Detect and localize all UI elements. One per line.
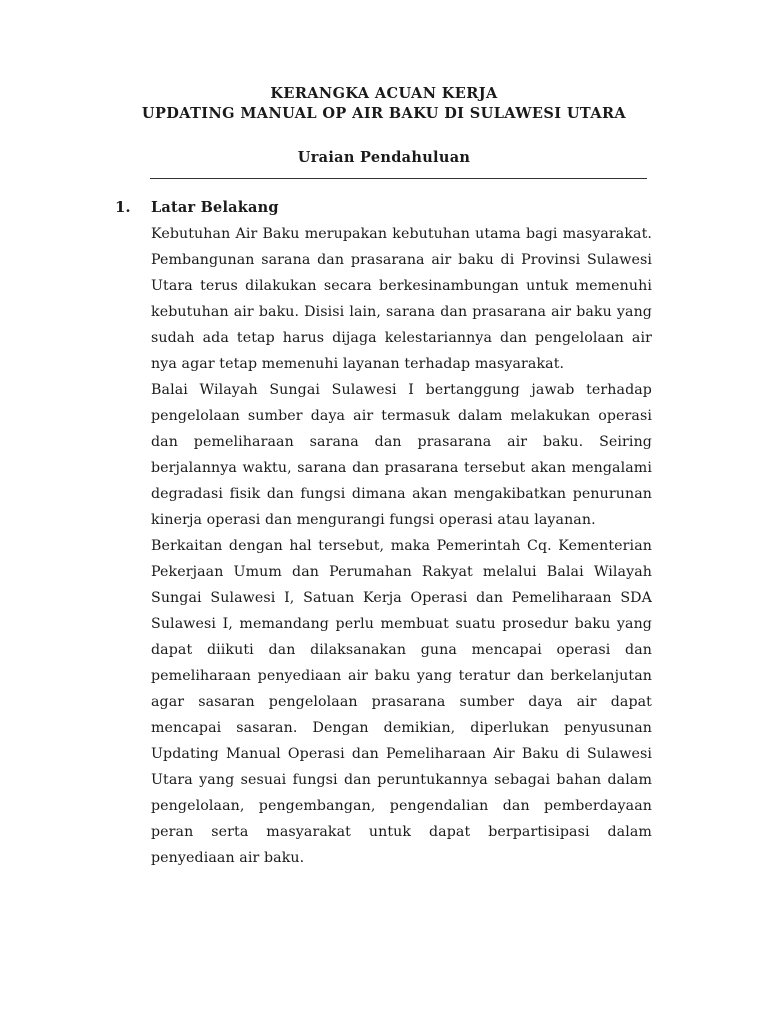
paragraph-1: Kebutuhan Air Baku merupakan kebutuhan utama bagi masyarakat. Pembangunan sarana dan prasarana air baku di Provinsi Sulawesi Utara terus dilakukan secara berkesinambungan untuk memenuhi kebutuhan air baku. Disisi lain, sarana dan prasarana air baku yang sudah ada tetap harus dijaga kelestariannya dan pengelolaan air nya agar tetap memenuhi layanan terhadap masyarakat. — [151, 226, 652, 372]
document-title: KERANGKA ACUAN KERJA — [270, 85, 498, 102]
paragraph-3: Berkaitan dengan hal tersebut, maka Pemerintah Cq. Kementerian Pekerjaan Umum dan Perumahan Rakyat melalui Balai Wilayah Sungai Sulawesi I, Satuan Kerja Operasi dan Pemeliharaan SDA Sulawesi I, memandang perlu membuat suatu prosedur baku yang dapat diikuti dan dilaksanakan guna mencapai operasi dan pemeliharaan penyediaan air baku yang teratur dan berkelanjutan agar sasaran pengelolaan prasarana sumber daya air dapat mencapai sasaran. Dengan demikian, diperlukan penyusunan Updating Manual Operasi dan Pemeliharaan Air Baku di Sulawesi Utara yang sesuai fungsi dan peruntukannya sebagai bahan dalam pengelolaan, pengembangan, pengendalian dan pemberdayaan peran serta masyarakat untuk dapat berpartisipasi dalam penyediaan air baku. — [151, 538, 652, 866]
horizontal-divider — [150, 178, 647, 179]
paragraph-2: Balai Wilayah Sungai Sulawesi I bertanggung jawab terhadap pengelolaan sumber daya air termasuk dalam melakukan operasi dan pemeliharaan sarana dan prasarana air baku. Seiring berjalannya waktu, sarana dan prasarana tersebut akan mengalami degradasi fisik dan fungsi dimana akan mengakibatkan penurunan kinerja operasi dan mengurangi fungsi operasi atau layanan. — [151, 382, 652, 528]
section-heading: Uraian Pendahuluan — [297, 149, 471, 166]
section-number: 1. — [115, 198, 131, 216]
section-title: Latar Belakang — [151, 199, 279, 216]
document-subtitle: UPDATING MANUAL OP AIR BAKU DI SULAWESI UTARA — [141, 105, 627, 122]
section-body — [151, 221, 652, 871]
